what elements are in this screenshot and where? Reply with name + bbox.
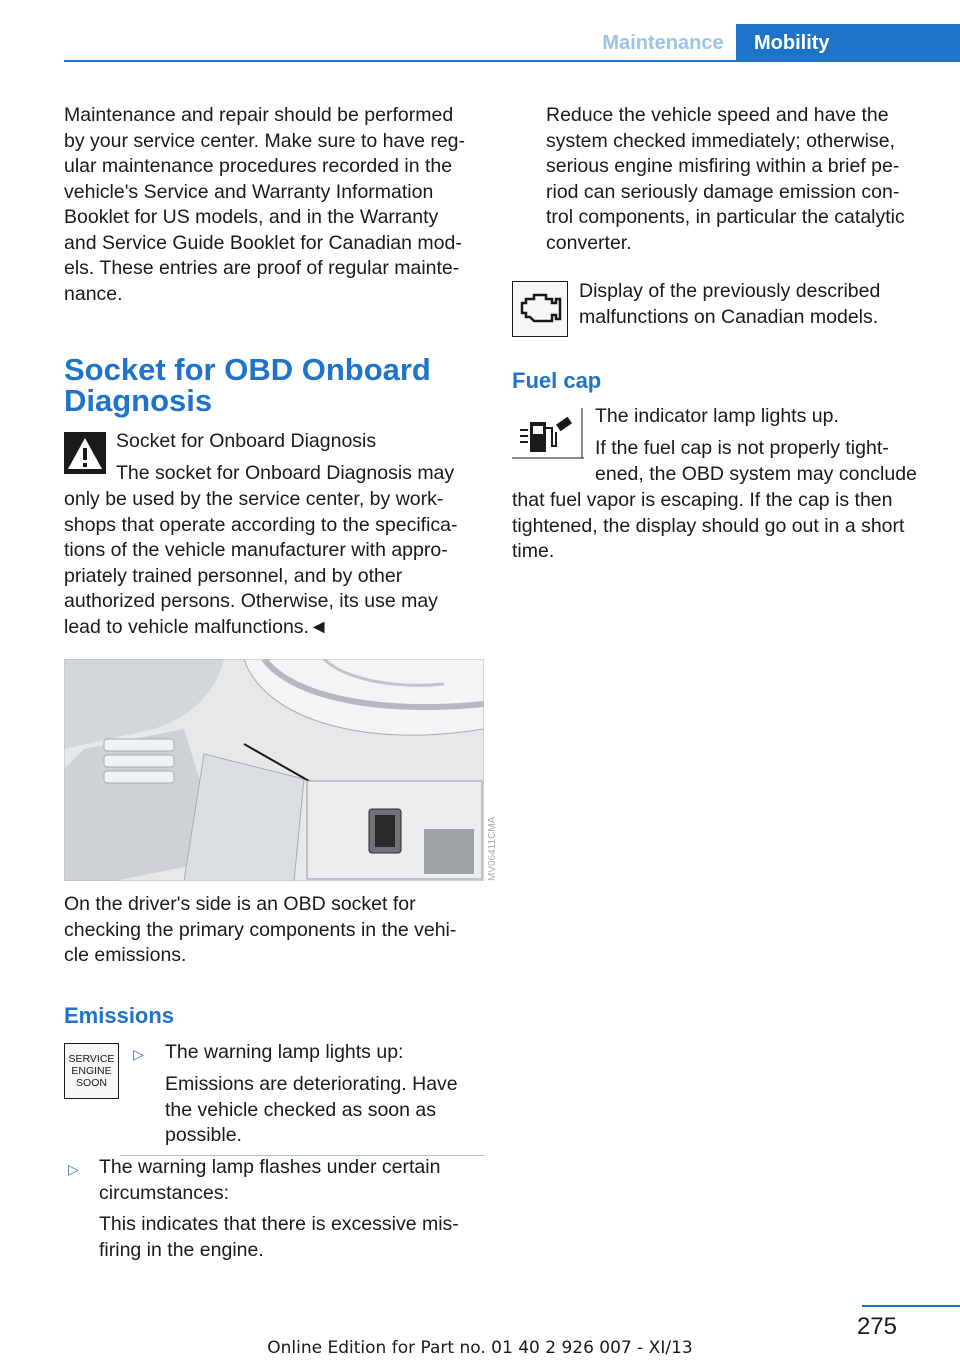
bullet-line: The warning lamp flashes under certain	[99, 1156, 441, 1178]
heading-line: Diagnosis	[64, 383, 213, 418]
service-icon-text: SOON	[76, 1077, 107, 1089]
tab-mobility[interactable]: Mobility	[736, 24, 960, 62]
bullet-triangle-icon: ▷	[133, 1046, 144, 1062]
intro-line: and Service Guide Booklet for Canadian mod-	[64, 231, 462, 254]
bullet-line: circumstances:	[99, 1181, 230, 1204]
bullet-line: Emissions are deteriorating. Have	[165, 1073, 458, 1095]
edition-footer: Online Edition for Part no. 01 40 2 926 007 - XI/13	[267, 1338, 693, 1358]
warning-line: shops that operate according to the specifica-	[64, 513, 458, 536]
warning-line: authorized persons. Otherwise, its use may	[64, 590, 438, 612]
warning-first-line: The socket for Onboard Diagnosis may	[116, 462, 455, 484]
intro-line: els. These entries are proof of regular mainte-	[64, 257, 460, 279]
note-line: malfunctions on Canadian models.	[579, 305, 879, 328]
emissions-heading: Emissions	[64, 1003, 175, 1028]
fuel-line: that fuel vapor is escaping. If the cap is then	[512, 489, 893, 511]
service-icon-text: SERVICE	[68, 1053, 115, 1065]
warning-line: only be used by the service center, by work-	[64, 488, 444, 510]
fuel-line: time.	[512, 540, 555, 562]
bullet-line: firing in the engine.	[99, 1238, 264, 1261]
bullet-triangle-icon: ▷	[68, 1161, 79, 1177]
intro-line: Maintenance and repair should be performed	[64, 104, 454, 126]
fuel-line: tightened, the display should go out in a short	[512, 514, 905, 537]
check-engine-icon	[512, 281, 568, 337]
warning-line: lead to vehicle malfunctions.◄	[64, 615, 329, 638]
bullet-line: This indicates that there is excessive mis-	[99, 1213, 459, 1235]
fuel-line-3: ened, the OBD system may conclude	[595, 463, 917, 485]
bullet2-body	[99, 1212, 459, 1263]
bullet1-body	[165, 1072, 458, 1149]
right-line: riod can seriously damage emission con-	[546, 180, 900, 203]
heading-line: Socket for OBD Onboard	[64, 352, 431, 387]
page-number: 275	[856, 1313, 897, 1340]
bullet2-title	[99, 1155, 440, 1206]
fuel-line-2: If the fuel cap is not properly tight-	[595, 437, 889, 459]
service-icon-text: ENGINE	[71, 1065, 112, 1077]
intro-line: ular maintenance procedures recorded in the	[64, 155, 453, 177]
intro-line: vehicle's Service and Warranty Information	[64, 180, 434, 203]
header-rule	[64, 60, 960, 62]
fuel-cap-icon	[512, 406, 584, 460]
fuel-body	[512, 488, 904, 565]
photo-caption	[64, 892, 456, 969]
tab-maintenance[interactable]: Maintenance	[602, 31, 724, 54]
warning-line: tions of the vehicle manufacturer with appro-	[64, 539, 448, 561]
right-line: serious engine misfiring within a brief pe-	[546, 155, 900, 177]
fuel-line-1: The indicator lamp lights up.	[595, 405, 839, 427]
caption-line: checking the primary components in the vehi-	[64, 918, 457, 941]
warning-title: Socket for Onboard Diagnosis	[116, 430, 377, 452]
intro-paragraph	[64, 103, 465, 307]
photo-code: MV06411CMA	[487, 816, 498, 881]
warning-body	[64, 487, 458, 640]
bullet-line: the vehicle checked as soon as	[165, 1098, 437, 1121]
section-heading-obd	[64, 354, 431, 416]
service-engine-soon-icon	[64, 1043, 119, 1099]
obd-socket-photo	[64, 659, 484, 881]
right-continuation	[546, 103, 905, 256]
bullet-line: possible.	[165, 1124, 242, 1146]
note-line: Display of the previously described	[579, 280, 881, 302]
warning-line: priately trained personnel, and by other	[64, 564, 403, 587]
bullet1-title: The warning lamp lights up:	[165, 1041, 404, 1063]
warning-triangle-icon	[64, 432, 106, 474]
caption-line: cle emissions.	[64, 944, 187, 966]
right-line: system checked immediately; otherwise,	[546, 129, 895, 152]
canada-note	[579, 279, 880, 330]
intro-line: nance.	[64, 282, 123, 305]
intro-line: Booklet for US models, and in the Warranty	[64, 206, 439, 228]
caption-line: On the driver's side is an OBD socket for	[64, 893, 416, 915]
intro-line: by your service center. Make sure to have reg-	[64, 129, 466, 152]
page-header	[0, 0, 960, 64]
right-line: converter.	[546, 231, 632, 254]
fuel-cap-heading: Fuel cap	[512, 368, 602, 393]
right-line: trol components, in particular the catalytic	[546, 206, 905, 228]
footer-rule	[862, 1305, 960, 1307]
right-line: Reduce the vehicle speed and have the	[546, 104, 889, 126]
